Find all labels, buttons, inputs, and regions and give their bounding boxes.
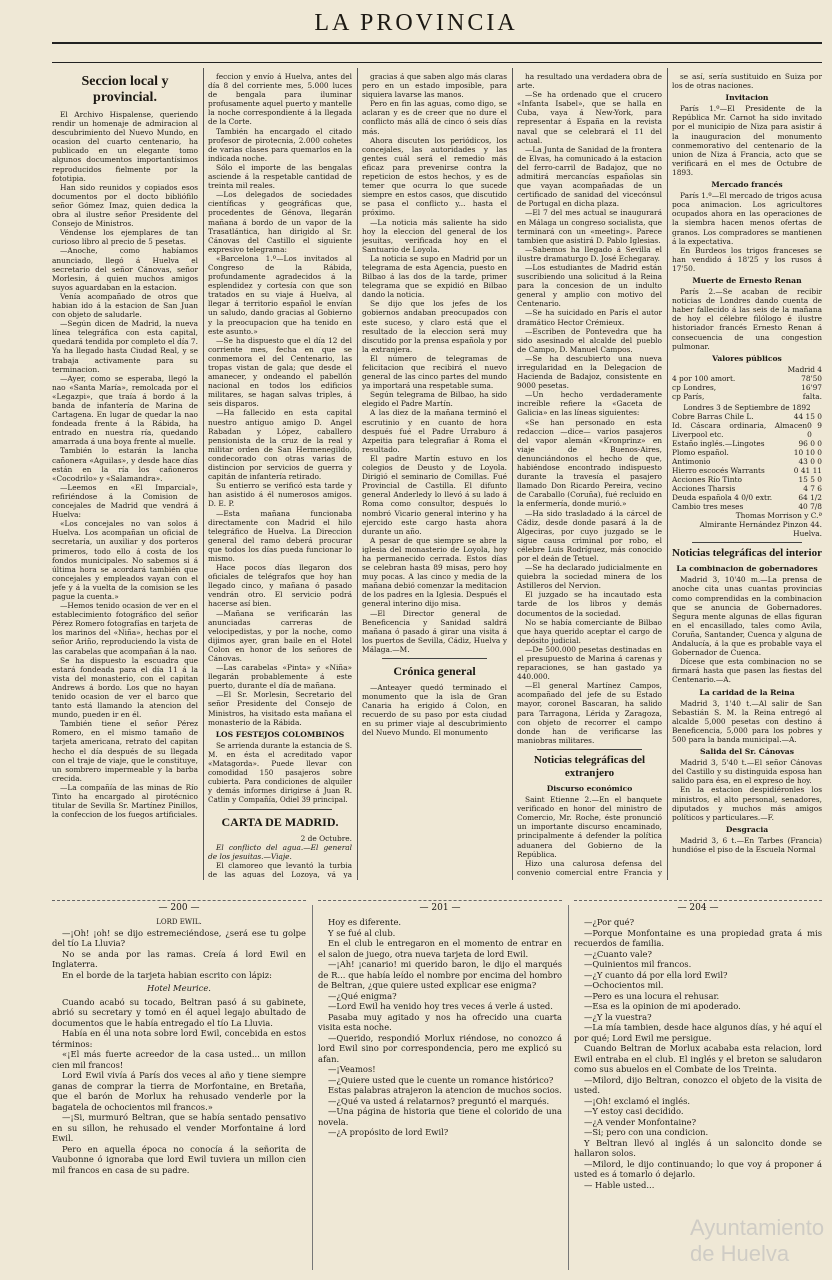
paragraph: —Las carabelas «Pinta» y «Niña» llegarán probablemente á este puerto, durante el día de mañana. xyxy=(208,663,352,691)
quotes-date: Londres 3 de Septiembre de 1892 xyxy=(683,402,811,412)
paragraph: —Si; pero con una condicion. xyxy=(584,1127,709,1137)
price-value: falta. xyxy=(802,391,822,401)
feuilleton-paragraphs xyxy=(52,928,306,981)
paragraph: —Porque Monfontaine es una propiedad grata á mis recuerdos de familia. xyxy=(574,927,822,948)
divider xyxy=(382,658,487,659)
paragraph: La noticia se supo en Madrid por un telegrama de esta Agencia, puesto en Bilbao á las dos de la tarde, primer telegrama que se expidió en Bilbao dando la noticia. xyxy=(362,253,507,300)
paragraph: —La mía tambien, desde hace algunos días, y hé aquí el por qué; Lord Ewil me persigue. xyxy=(574,1022,822,1043)
paragraph: «Los concejales no van solos á Huelva. Los acompañan un oficial de secretaría, un auxiliar y dos porteros primeros, todo ello á costa de los fondos municipales. No sabemos si á última hora se acordará también que concejales y empleados vayan con el jefe y á la vuelta de la comision se les pague la cuenta.» xyxy=(52,519,198,601)
paragraph: —Milord, le dijo continuando; lo que voy á proponer á usted es á tomarlo ó dejarlo. xyxy=(574,1158,822,1179)
paragraph: Pero en aquella época no conocía á la señorita de Vaubonne ó ignoraba que lord Ewil tuviera un millon cien mil francos en casa de su padre. xyxy=(52,1143,306,1175)
paragraph: También ha encargado el citado profesor de pirotecnia, 2.000 cohetes de varias clases para quemarlos en la indicada noche. xyxy=(208,126,352,163)
rates-table xyxy=(672,374,822,401)
paragraph: Cuando acabó su tocado, Beltran pasó á su gabinete, abrió su secretary y tomó en él aquel legajo abultado de documentos que le había entregado el tío La Lluvia. xyxy=(52,996,306,1028)
col4-paragraphs xyxy=(517,72,662,745)
column-5 xyxy=(672,72,822,878)
paragraph: El número de telegramas de felicitacion que recibirá el nuevo general de las cinco partes del mundo ya importará una respetable suma. xyxy=(362,353,507,391)
paragraph: —Un hecho verdaderamente increíble refiere la «Gaceta de Galicia» en las líneas siguientes: xyxy=(517,390,662,418)
paragraph: —Según dicen de Madrid, la nueva línea telegráfica con esta capital, quedará tendida por completo el día 7. Ya ha llegado hasta Ciudad Real, y se trabaja activamente para su terminacion. xyxy=(52,319,198,374)
column-divider xyxy=(667,68,668,880)
paragraph: —Se ha ordenado que el crucero «Infanta Isabel», que se halla en Cuba, vaya á New-York, para representar á España en la revista naval que se celebrará el 11 del actual. xyxy=(517,90,662,145)
feuilleton-paragraphs-2 xyxy=(52,997,306,1176)
telegrams-foreign-heading: Noticias telegráficas del extranjero xyxy=(533,753,646,779)
gobernadores-text-2: Dícese que esta combinacion no se firmará hasta que pasen las fiestas del Centenario.—A. xyxy=(672,657,822,685)
paragraph: —¡Oh! ¡oh! se dijo estremeciéndose, ¿será ese tu golpe del tío La Lluvia? xyxy=(52,927,306,948)
caridad-heading: La caridad de la Reina xyxy=(699,687,795,697)
paragraph: —Sabemos ha llegado á Sevilla el ilustre dramaturgo D. José Echegaray. xyxy=(517,244,662,263)
paragraph: Según telegrama de Bilbao, ha sido elegido el Padre Martín. xyxy=(362,390,507,409)
paragraph: —Ha sido trasladado á la cárcel de Cádiz, desde donde pasará á la de Algeciras, por cuyo juzgado se le sigue causa criminal por robo, el célebre Luis Rodríguez, más conocido por el deán de Tetuel. xyxy=(517,508,662,563)
top-rule xyxy=(52,42,822,44)
col4-paragraphs-2 xyxy=(517,795,662,878)
vapor-notice: Se arrienda durante la estancia de S. M. en ésta el acreditado vapor «Matagorda». Puede llevar con comodidad 150 pasajeros sobre cubierta. Para condiciones de alquiler y demás informes dirigirse á Juan R. Catlin y Compañía, Odiel 39 principal. xyxy=(208,740,352,805)
price-label: Plomo español. xyxy=(672,448,729,457)
signature-1: Thomas Morrison y C.ª xyxy=(735,511,822,520)
price-row xyxy=(672,502,822,511)
canovas-text-2: En la estacion despidiéronles los ministros, el alto personal, senadores, diputados y muchos más amigos políticos y particulares.—F. xyxy=(672,785,822,822)
paragraph: Se dijo que los jefes de los gobiernos andaban preocupados con este suceso, y claro está que el resultado de la eleccion será muy discutido por la prensa española y por la extranjera. xyxy=(362,299,507,354)
gobernadores-text: Madrid 3, 10'40 m.—La prensa de anoche cita unas cuantas provincias como comprendidas en la combinacion que se anuncia de Gobernadores. Segura mente algunas de ellas figuran en el encasillado, tales como Avila, Coruña, Santander, Cuenca y alguna de Andalucía, á la que es probable vaya el Gobernador de Cuenca. xyxy=(672,575,822,658)
paragraph: —Los delegados de sociedades científicas y geográficas que, procedentes de Génova, llegarán mañana á bordo de un vapor de la Trasatlántica, han dirigido al Sr. Cánovas del Castillo el siguiente expresivo telegrama: xyxy=(208,190,352,254)
price-label: Acciones Tharsis xyxy=(672,484,736,493)
paragraph: Sólo el importe de las bengalas asciende á la respetable cantidad de treinta mil reales. xyxy=(208,162,352,191)
paragraph: —¿Y la vuestra? xyxy=(584,1011,652,1022)
paragraph: —Querido, respondió Morlux riéndose, no conozco á lord Ewil sino por correspondencia, pero me explicó su afan. xyxy=(318,1032,562,1064)
hotel-heading: Hotel Meurice. xyxy=(147,983,211,993)
price-value: 4 7 6 xyxy=(803,484,822,493)
paragraph: Pasaba muy agitado y nos ha ofrecido una cuarta visita esta noche. xyxy=(318,1011,562,1032)
column-3 xyxy=(362,72,507,878)
paragraph: El Archivo Hispalense, queriendo rendir un homenaje de admiracion al descubrimiento del Nuevo Mundo, en ocasion del cuarto centenario, ha publicado en un elegante tomo algunos documentos importantísimos reproducidos fielmente por la fototipia. xyxy=(52,110,198,183)
paragraph: —Mañana se verificarán las anunciadas carreras de velocipedistas, y por la noche, como dijimos ayer, gran baile en el Hotel Colon en honor de los señores de Cánovas. xyxy=(208,608,352,663)
paragraph: Véndense los ejemplares de tan curioso libro al precio de 5 pesetas. xyxy=(52,228,198,247)
price-value: 96 0 0 xyxy=(798,439,822,448)
paragraph: —Escriben de Pontevedra que ha sido asesinado el alcalde del pueblo de Campo, D. Manuel Campos. xyxy=(517,326,662,354)
paragraph: El padre Martín estuvo en los colegios de Deusto y de Loyola. Dirigió el seminario de Comillas. Fué Provincial de Castilla. El difunto general Anderledy lo llevó á su lado á Roma como consultor, después lo nombró Vicario general interino y ha ejercido este cargo hasta ahora durante un año. xyxy=(362,453,507,536)
valores-city: Madrid 4 xyxy=(787,364,822,374)
price-row xyxy=(672,475,822,484)
column-1 xyxy=(52,72,198,878)
paragraph: —¿Cuanto vale? xyxy=(584,948,652,959)
page-number: — 201 — xyxy=(419,903,461,913)
valores-heading: Valores públicos xyxy=(712,353,782,363)
paragraph: —De 500.000 pesetas destinadas en el presupuesto de Marina á carenas y reparaciones, se han gastado ya 440.000. xyxy=(517,644,662,682)
caridad-text: Madrid 3, 1'40 t.—Al salir de San Sebastián S. M. la Reina entregó al alcalde 5,000 pesetas con destino á Beneficencia, 5,000 para los pobres y 500 para la banda municipal.—A. xyxy=(672,698,822,744)
price-row xyxy=(672,457,822,466)
feuilleton-page-201 xyxy=(318,900,562,1273)
price-row xyxy=(672,421,822,439)
column-divider xyxy=(203,68,204,880)
paragraph: No se había comerciante de Bilbao que haya querido aceptar el cargo de depósito judicial. xyxy=(517,617,662,645)
paragraph: —¡Ah! ¡canario! mi querido baron, le dijo el marqués de R... que había leído el nombre por encima del hombro de Beltran, ¿que quiere usted explicar ese enigma? xyxy=(318,959,562,990)
invitacion-text: París 1.º—El Presidente de la República Mr. Carnot ha sido invitado por el municipio de Niza para asistir á la inauguracion del monumento conmemorativo del centenario de la union de Niza á Francia, acto que se verificará en el mes de Octubre de 1893. xyxy=(672,104,822,177)
paragraph: «Se han personado en esta redaccion —dice— varios pasajeros del vapor alemán «Kronprinz» en viaje de Buenos-Aires, denunciándonos el hecho de que, habiéndose encontrado indispuesto durante la travesía el pasajero llamado Don Ricardo Pereira, vecino de Caraballo (Coruña), fué recluido en la enfermería, donde murió.» xyxy=(517,417,662,509)
paragraph: —¿A propósito de lord Ewil? xyxy=(328,1127,449,1137)
paragraph: —¿Por qué? xyxy=(584,917,635,927)
paragraph: — Hable usted... xyxy=(584,1179,655,1190)
column-divider xyxy=(357,68,358,880)
price-value: 40 7/8 xyxy=(798,502,822,511)
mercado-heading: Mercado francés xyxy=(711,180,783,190)
paragraph: Saint Etienne 2.—En el banquete verificado en honor del ministro de Comercio, Mr. Roche, éste pronunció un importante discurso encaminado, principalmente á defender la política aduanera del Gobierno de la República. xyxy=(517,795,662,859)
price-label: Cambio tres meses xyxy=(672,502,744,511)
price-value: 15 5 0 xyxy=(798,475,822,484)
paragraph: —El general Martínez Campos, acompañado del jefe de su Estado mayor, coronel Bascaran, ha salido para Tarragona, Lérida y Zaragoza, con objeto de recorrer el campo donde han de verificarse las maniobras militares. xyxy=(517,681,662,745)
paragraph: —Lord Ewil ha venido hoy tres veces á verle á usted. xyxy=(328,1001,553,1011)
cronica-heading: Crónica general xyxy=(393,664,476,678)
paragraph: En el club le entregaron en el momento de entrar en el salon de juego, otra nueva tarjeta de lord Ewil. xyxy=(318,938,562,959)
paragraph: A pesar de que siempre se abre la iglesia del monasterio de Loyola, hoy ha permanecido cerrada. Estos días se celebran hasta 89 misas, pero hoy muy pocas. A las cinco y media de la mañana debió comenzar la meditacion de los padres en la Iglesia. Después el general interino dijo misa. xyxy=(362,535,507,609)
cronica-text: —Anteayer quedó terminado el monumento que la isla de Gran Canaria ha erigido á Colon, en recuerdo de su paso por esta ciudad en su primer viaje al descubrimiento del Nuevo Mundo. El monumento xyxy=(362,683,507,738)
mercado-text: París 1.º—El mercado de trigos acusa poca animacion. Los agricultores ocupados ahora en las operaciones de la siembra hacen menos ofertas de granos. Los compradores se mantienen á la expectativa. xyxy=(672,191,822,246)
price-value: 10 10 0 xyxy=(793,448,822,457)
carta-text: El clamoreo que levantó la turbia de las aguas del Lozoya, vá ya xyxy=(208,860,352,878)
paragraph: —Anoche, como habíamos anunciado, llegó á Huelva el secretario del señor Cánovas, señor Morlesin, á quien muchos amigos suyos aguardaban en la estacion. xyxy=(52,246,198,292)
paragraph: —Los estudiantes de Madrid están suscribiendo una solicitud á la Reina para la concesion de un indulto general y amplio con motivo del Centenario. xyxy=(517,262,662,309)
paragraph: —¡Veamos! xyxy=(328,1064,376,1074)
price-label: Id. Cáscara ordinaria, Almacen Liverpool etc. xyxy=(672,421,808,439)
desgracia-heading: Desgracia xyxy=(725,824,769,834)
feuilleton-title: LORD EWIL. xyxy=(156,918,202,926)
archive-watermark: Ayuntamiento de Huelva xyxy=(690,1215,825,1266)
paragraph: ha resultado una verdadera obra de arte. xyxy=(517,72,662,91)
telegrams-interior-heading: Noticias telegráficas del interior xyxy=(672,547,822,560)
paragraph: «¡El más fuerte acreedor de la casa usted... un millon cien mil francos! xyxy=(52,1049,306,1070)
price-label: Antimonio xyxy=(672,457,711,466)
paragraph: —Ochocientos mil. xyxy=(584,980,664,990)
price-row xyxy=(672,412,822,421)
divider xyxy=(692,542,802,543)
paragraph: A las diez de la mañana terminó el escrutinio y en cuanto de hora después fué el Padre Urraburo á Azpeitia para telegrafiar á Roma el resultado. xyxy=(362,408,507,454)
paragraph: Pero en fin las aguas, como digo, se aclaran y es de creer que no dure el conflicto más allá de cinco ó seis días más. xyxy=(362,99,507,136)
price-row xyxy=(672,448,822,457)
paragraph: Lord Ewil vivía á París dos veces al año y tiene siempre ganas de comprar la tierra de Morfontaine, en Bretaña, que el barón de Morlux ha rehusado venderle por la bagatela de ochocientos mil francos.» xyxy=(52,1070,306,1112)
price-label: Acciones Río Tinto xyxy=(672,475,742,484)
column-4 xyxy=(517,72,662,878)
paragraph: Cuando Beltran de Morlux acababa esta relacion, lord Ewil entraba en el club. El inglés y el breton se saludaron como sus abuelos en el Combate de los Treinta. xyxy=(574,1043,822,1074)
paragraph: Estas palabras atrajeron la atencion de muchos socios. xyxy=(328,1085,562,1095)
quotes-table xyxy=(672,412,822,511)
paragraph: No se anda por las ramas. Creía á lord Ewil en Inglaterra. xyxy=(52,948,306,969)
gobernadores-heading: La combinacion de gobernadores xyxy=(676,564,818,574)
paragraph: gracias á que saben algo más claras pero en un estado imposible, para siquiera lavarse las manos. xyxy=(362,72,507,100)
signature-2: Almirante Hernández Pinzon 44. Huelva. xyxy=(699,520,822,539)
paragraph: —Esa es la opinion de mi apoderado. xyxy=(584,1001,741,1011)
paragraph: —Se ha declarado judicialmente en quiebra la sociedad minera de los Astilleros del Nervion. xyxy=(517,563,662,591)
paragraph: También lo estarán la lancha cañonera «Aguilas», y desde hace días están en la ría los cañoneros «Cocodrilo» y «Salamandra». xyxy=(52,446,198,483)
price-row xyxy=(672,392,822,401)
paragraph: —La compañía de las minas de Río Tinto ha encargado al pirotécnico titular de Sevilla Sr. Martínez Pinillos, la confeccion de los fuegos artificiales. xyxy=(52,782,198,820)
paragraph: Había en él una nota sobre lord Ewil, concebida en estos términos: xyxy=(52,1028,306,1049)
column-2 xyxy=(208,72,352,878)
paragraph: —¿Qué enigma? xyxy=(328,990,397,1001)
paragraph: —La Junta de Sanidad de la frontera de Elvas, ha comunicado á la estacion del ferro-carril de Badajoz, que no admitirá mercancías españolas sin que vayan acompañadas de un certificado de sanidad del vicecónsul de Portugal en dicha plaza. xyxy=(517,144,662,209)
divider xyxy=(228,809,332,810)
feuilleton-divider xyxy=(568,905,569,1270)
paragraph: Y se fué al club. xyxy=(328,927,396,938)
page-number: — 204 — xyxy=(677,903,719,913)
paragraph: —Hemos tenido ocasion de ver en el establecimiento fotográfico del señor Pérez Romero fotografías en tarjeta de los marinos del «Niña», hechas por el señor Ariño, reproduciendo la vista de las carabelas que acompañan á la nao. xyxy=(52,601,198,656)
paragraph: —El Sr. Morlesin, Secretario del señor Presidente del Consejo de Ministros, ha visitado esta mañana el monasterio de la Rábida. xyxy=(208,690,352,727)
paragraph: —Se ha dispuesto que el día 12 del corriente mes, fecha en que se conmemora el del Centenario, las tropas vistan de gala; que desde el amanecer, y ondeando el pabellón nacional en todos los edificios militares, se hagan salvas triples, á seis disparos. xyxy=(208,335,352,409)
paragraph: —Milord, dijo Beltran, conozco el objeto de la visita de usted. xyxy=(574,1074,822,1095)
price-label: Hierro escocés Warrants xyxy=(672,466,765,475)
paragraph: —¿Y cuanto dá por ella lord Ewil? xyxy=(584,969,728,980)
carta-date: 2 de Octubre. xyxy=(300,833,352,843)
paragraph: Su entierro se verificó esta tarde y han asistido á él numerosos amigos. D. E. P. xyxy=(208,481,352,509)
carta-lead: El conflicto del agua.—El general de los jesuitas.—Viaje. xyxy=(208,842,352,861)
price-row xyxy=(672,466,822,475)
paragraph: —Ayer, como se esperaba, llegó la nao «Santa María», remolcada por el «Legazpi», que traía á bordo á la banda de infantería de Marina de Cartagena. En lugar de quedar la nao fondeada frente á la Rábida, ha entrado en nuestra ría, quedando amarrada á una boya frente al muelle. xyxy=(52,373,198,447)
feuilleton-paragraphs xyxy=(318,917,562,1138)
paragraph: —Esta mañana funcionaba directamente con Madrid el hilo telegráfico de Huelva. La Direccion general del ramo deberá procurar que todos los días pueda funcionar lo mismo. xyxy=(208,508,352,563)
column-divider xyxy=(512,68,513,880)
paragraph: Venía acompañado de otros que habian ido á la estacion de San Juan con objeto de saludarle. xyxy=(52,291,198,320)
section-heading-local: Seccion local y provincial. xyxy=(81,74,169,105)
paragraph: —¿Quiere usted que le cuente un romance histórico? xyxy=(328,1074,554,1085)
paragraph: —El Director general de Beneficencia y Sanidad saldrá mañana ó pasado á girar una visita á los puertos de Sevilla, Cádiz, Huelva y Málaga.—M. xyxy=(362,608,507,654)
price-row xyxy=(672,493,822,502)
col2-paragraphs xyxy=(208,72,352,727)
price-row xyxy=(672,383,822,392)
discurso-heading: Discurso económico xyxy=(546,783,633,793)
price-label: Deuda española 4 0/0 extr. xyxy=(672,493,773,502)
paragraph: —¡Si, murmuró Beltran, que se había sentado pensativo en su sillon, he rehusado el vender Morfontaine á lord Ewil. xyxy=(52,1112,306,1143)
paragraph: Ahora discuten los periódicos, los concejales, las autoridades y las gentes cuál será el remedio más eficaz para prevenirse contra la repeticion de estos hechos, y es de temer que ocurra lo que sucede siempre en estos casos, que discutido se pasa el conflicto y... hasta el próximo. xyxy=(362,135,507,218)
price-label: cp París, xyxy=(672,391,705,401)
paragraph: —Una página de historia que tiene el colorido de una novela. xyxy=(318,1106,562,1127)
invitacion-heading: Invitacion xyxy=(725,93,769,103)
desgracia-text: Madrid 3, 6 t.—En Tarbes (Francia) hundióse el piso de la Escuela Normal xyxy=(672,835,822,854)
paragraph: feccion y envío á Huelva, antes del día 8 del corriente mes, 5.000 luces de bengala para iluminar profusamente aquel puerto y mantelle la noche correspondiente á la llegada de la Corte. xyxy=(208,72,352,127)
paragraph: En el borde de la tarjeta habian escrito con lápiz: xyxy=(62,969,273,980)
burdeos-text: En Burdeos los trigos franceses se han vendido á 18'25 y los rusos á 17'50. xyxy=(672,245,822,273)
price-row xyxy=(672,374,822,383)
price-label: 4 por 100 amort. xyxy=(672,373,736,383)
price-value: 0 41 11 xyxy=(793,466,822,475)
price-row xyxy=(672,439,822,448)
price-value: 16'97 xyxy=(801,382,822,392)
paragraph: —Quinientos mil francos. xyxy=(584,959,692,969)
paragraph: —¡Oh! exclamó el inglés. xyxy=(584,1095,691,1106)
renan-heading: Muerte de Ernesto Renan xyxy=(692,275,802,285)
paragraph: —La noticia más saliente ha sido hoy la eleccion del general de los jesuitas, verificada hoy en el Santuario de Loyola. xyxy=(362,217,507,254)
masthead: LA PROVINCIA xyxy=(314,10,518,36)
feuilleton-divider xyxy=(312,905,313,1270)
paragraph: —Pero es una locura el rehusar. xyxy=(584,990,720,1001)
paragraph: Han sido reunidos y copiados esos documentos por el docto bibliófilo señor Gómez Imaz, quien dedica la obra al ilustre señor Presidente del Consejo de Ministros. xyxy=(52,182,198,229)
col1-paragraphs xyxy=(52,110,198,819)
paragraph: El juzgado se ha incautado esta tarde de los libros y demás documentos de la sociedad. xyxy=(517,590,662,618)
feuilleton-paragraphs xyxy=(574,917,822,1190)
paragraph: —El 7 del mes actual se inaugurará en Málaga un congreso socialista, que terminará con un «meeting». Parece tambien que asistirá D. Pablo Iglesias. xyxy=(517,208,662,245)
price-value: 64 1/2 xyxy=(798,493,822,502)
paragraph: Hizo una calurosa defensa del convenio comercial entre Francia y xyxy=(517,858,662,877)
canovas-text: Madrid 3, 5'40 t.—El señor Cánovas del Castillo y su distinguida esposa han salido para ésa, en el expreso de hoy. xyxy=(672,758,822,786)
paragraph: «Barcelona 1.º—Los invitados al Congreso de la Rábida, profundamente agradecidos á la esplendidez y cortesía con que son tratados en su viaje á Huelva, al llegar á territorio español le envían un saludo, dando gracias al Gobierno y la preocupacion que ha tenido en este asunto.» xyxy=(208,253,352,336)
festejos-heading: LOS FESTEJOS COLOMBINOS xyxy=(215,729,345,739)
paragraph: También tiene el señor Pérez Romero, en el mismo tamaño de tarjeta americana, retrato del capitan hecho el día después de su llegada con el traje de viaje, que le constituye, un sombrero impermeable y la barba crecida. xyxy=(52,719,198,783)
price-value: 44 15 0 xyxy=(793,412,822,421)
paragraph: —¿Qué va usted á relatarnos? preguntó el marqués. xyxy=(328,1095,550,1106)
divider xyxy=(537,749,642,750)
paragraph: Hace pocos días llegaron dos oficiales de telégrafos que hoy han llegado cinco, y mañana ó pasado vendrán otro. El servicio podrá hacerse así bien. xyxy=(208,563,352,609)
price-row xyxy=(672,484,822,493)
price-label: Cobre Barras Chile L. xyxy=(672,412,754,421)
price-value: 0 9 0 xyxy=(807,421,822,439)
paragraph: Y Beltran llevó al inglés á un saloncito donde se hallaron solos. xyxy=(574,1137,822,1158)
col3-paragraphs xyxy=(362,72,507,654)
price-value: 43 0 0 xyxy=(798,457,822,466)
price-label: Estaño inglés.—Lingotes xyxy=(672,439,765,448)
col5-lead: se así, sería sustituido en Suiza por los de otras naciones. xyxy=(672,72,822,91)
carta-madrid-heading: CARTA DE MADRID. xyxy=(221,814,339,829)
paragraph: —Ha fallecido en esta capital nuestro antiguo amigo D. Angel Rabadan y López, caballero pensionista de la cruz de la real y militar orden de San Hermenegildo, condecorado con otras varias de distincion por servicios de guerra y capitán de infantería retirado. xyxy=(208,408,352,482)
page-number: — 200 — xyxy=(158,903,200,913)
paragraph: —Y estoy casi decidido. xyxy=(584,1106,684,1116)
paragraph: —Se ha descubierto una nueva irregularidad en la Delegacion de Hacienda de Badajoz, consistente en 9000 pesetas. xyxy=(517,353,662,391)
masthead-rule xyxy=(52,62,822,63)
canovas-heading: Salida del Sr. Cánovas xyxy=(700,747,794,757)
price-value: 78'50 xyxy=(801,373,822,383)
paragraph: —¿A vender Monfontaine? xyxy=(584,1116,697,1127)
paragraph: —Se ha suicidado en París el autor dramático Hector Crémieux. xyxy=(517,308,662,327)
paragraph: Hoy es diferente. xyxy=(328,917,402,927)
paragraph: Se ha dispuesto la escuadra que estará fondeada para el día 11 á la vista del monasterio, con el capitan Andrews á bordo. Los que no hayan tenido ocasion de ver el barco que tanto está llamando la atencion del mundo, pueden ir en él. xyxy=(52,655,198,720)
paragraph: —Leemos en «El Imparcial», refiriéndose á la Comision de concejales de Madrid que vendrá á Huelva: xyxy=(52,482,198,520)
price-label: cp Londres, xyxy=(672,382,717,392)
feuilleton-page-200 xyxy=(52,900,306,1273)
renan-text: París 2.—Se acaban de recibir noticias de Londres dando cuenta de haber fallecido á las seis de la mañana de hoy el célebre filólogo é ilustre historiador francés Ernesto Renan á consecuencia de una congestion pulmonar. xyxy=(672,287,822,351)
